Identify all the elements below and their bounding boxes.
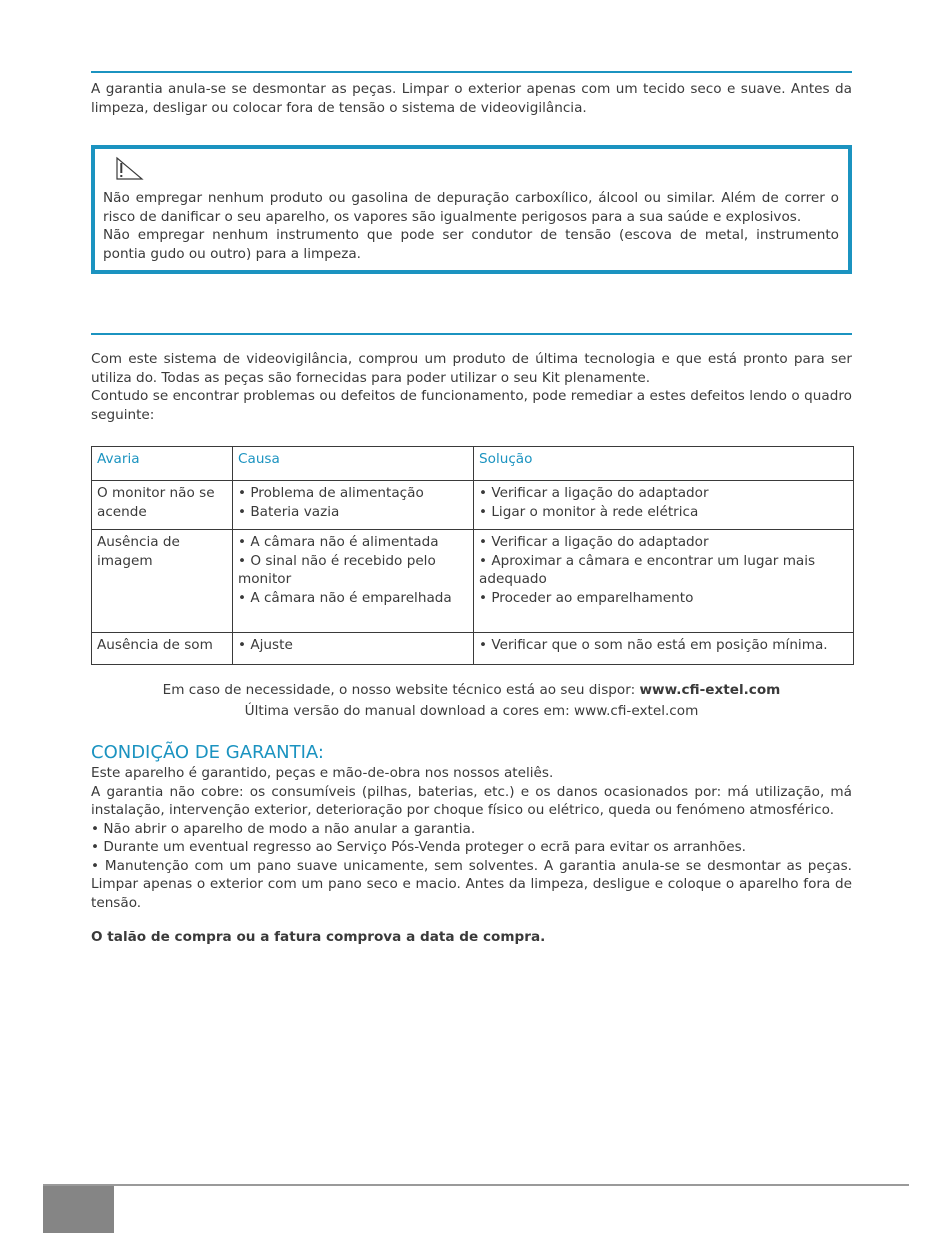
warning-line: Não empregar nenhum instrumento que pode ser condutor de tensão (escova de metal, instrumento pontia gudo ou outro) para a limpeza. <box>103 227 839 262</box>
solution-item: • Verificar a ligação do adaptador <box>479 485 709 501</box>
troubleshooting-table <box>91 446 854 665</box>
solution-item: • Verificar que o som não está em posição mínima. <box>479 637 828 653</box>
warranty-line: • Não abrir o aparelho de modo a não anular a garantia. <box>91 820 476 837</box>
cause-cell <box>233 633 474 665</box>
section-divider-middle <box>91 333 852 335</box>
column-header: Avaria <box>92 447 233 481</box>
warning-line: Não empregar nenhum produto ou gasolina de depuração carboxílico, álcool ou similar. Além de correr o risco de danificar o seu aparelho, os vapores são igualmente perigosos para a sua saúde e explosivos. <box>103 190 839 225</box>
solution-item: • Aproximar a câmara e encontrar um lugar mais adequado <box>479 552 816 587</box>
support-text: Em caso de necessidade, o nosso website técnico está ao seu dispor: <box>162 682 636 698</box>
cause-item: • Ajuste <box>238 637 293 653</box>
solution-cell <box>474 481 854 530</box>
section-divider-top <box>91 71 852 73</box>
footer-divider <box>43 1184 909 1186</box>
cause-cell <box>233 530 474 633</box>
support-line <box>91 681 852 700</box>
cause-item: • A câmara não é emparelhada <box>238 589 452 606</box>
warranty-line: • Manutenção com um pano suave unicamente, sem solventes. A garantia anula-se se desmontar as peças. Limpar apenas o exterior com um pano seco e macio. Antes da limpeza, desligue e coloque o aparelho fora de tensão. <box>91 857 852 911</box>
fault-cell: Ausência de som <box>92 633 233 665</box>
page-tab <box>43 1186 114 1233</box>
cleaning-note <box>91 80 852 117</box>
solution-item: • Ligar o monitor à rede elétrica <box>479 503 699 520</box>
warning-box <box>91 145 852 274</box>
warranty-line: Este aparelho é garantido, peças e mão-de-obra nos nossos ateliês. <box>91 765 554 781</box>
table-header-row <box>92 447 854 481</box>
support-website-link[interactable]: www.cfi-extel.com <box>639 682 781 698</box>
cleaning-note-text: A garantia anula-se se desmontar as peças. Limpar o exterior apenas com um tecido seco e suave. Antes da limpeza, desligar ou colocar fora de tensão o sistema de videovigilância. <box>91 81 852 116</box>
cause-item: • O sinal não é recebido pelo monitor <box>238 552 436 587</box>
fault-cell: O monitor não se acende <box>92 481 233 530</box>
receipt-note: O talão de compra ou a fatura comprova a data de compra. <box>91 929 546 945</box>
table-row <box>92 530 854 633</box>
table-row <box>92 633 854 665</box>
warranty-text <box>91 764 852 947</box>
manual-download-line: Última versão do manual download a cores em: www.cfi-extel.com <box>244 703 699 719</box>
intro-paragraph: Com este sistema de videovigilância, comprou um produto de última tecnologia e que está pronto para ser utiliza do. Todas as peças são fornecidas para poder utilizar o seu Kit plenamente. <box>91 351 852 386</box>
solution-cell <box>474 530 854 633</box>
fault-cell: Ausência de imagem <box>92 530 233 633</box>
warning-text <box>103 189 839 263</box>
warranty-line: • Durante um eventual regresso ao Serviço Pós-Venda proteger o ecrã para evitar os arranhões. <box>91 839 746 855</box>
column-header: Causa <box>233 447 474 481</box>
cause-cell <box>233 481 474 530</box>
table-row <box>92 481 854 530</box>
cause-item: • Problema de alimentação <box>238 485 424 501</box>
cause-item: • A câmara não é alimentada <box>238 534 439 550</box>
solution-item: • Proceder ao emparelhamento <box>479 589 694 606</box>
warranty-title: CONDIÇÃO DE GARANTIA: <box>91 742 324 763</box>
cause-item: • Bateria vazia <box>238 503 340 520</box>
warranty-line: A garantia não cobre: os consumíveis (pilhas, baterias, etc.) e os danos ocasionados por: má utilização, má instalação, intervenção exterior, deterioração por choque físico ou elétrico, queda ou fenómeno atmosférico. <box>91 783 852 818</box>
intro-paragraph: Contudo se encontrar problemas ou defeitos de funcionamento, pode remediar a estes defeitos lendo o quadro seguinte: <box>91 388 852 423</box>
column-header: Solução <box>474 447 854 481</box>
solution-item: • Verificar a ligação do adaptador <box>479 534 709 550</box>
intro-text <box>91 350 852 424</box>
warning-triangle-icon <box>115 155 145 181</box>
solution-cell <box>474 633 854 665</box>
